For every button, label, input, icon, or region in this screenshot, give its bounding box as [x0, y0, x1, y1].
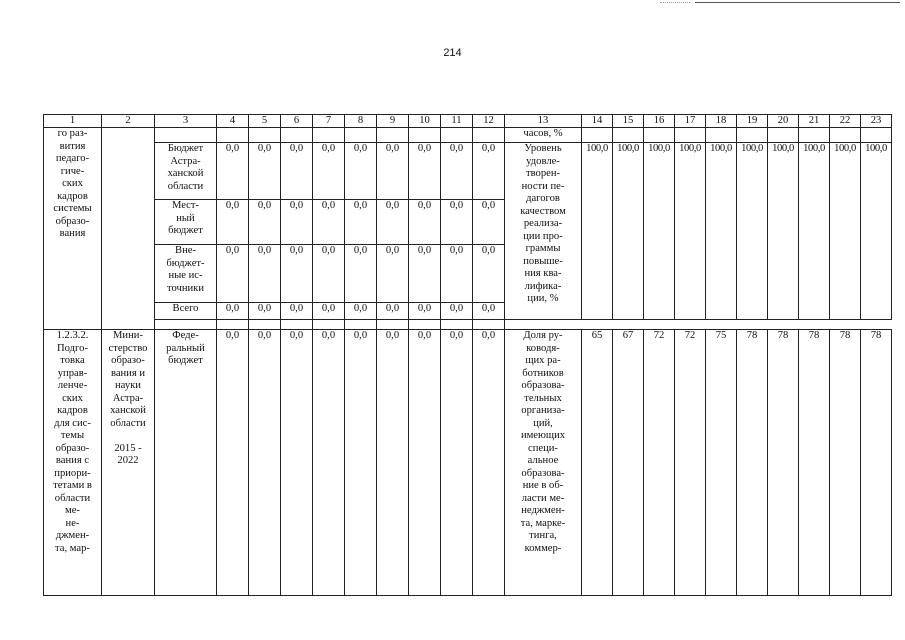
value-cell: 0,0 — [345, 303, 377, 320]
value-cell: 0,0 — [473, 245, 505, 303]
value-cell: 0,0 — [217, 330, 249, 596]
value-cell: 0,0 — [441, 245, 473, 303]
source-cell: Всего — [155, 303, 217, 320]
value-cell — [473, 128, 505, 143]
indicator-cell: 75 — [706, 330, 737, 596]
value-cell: 0,0 — [313, 200, 345, 245]
value-cell — [377, 128, 409, 143]
value-cell: 0,0 — [313, 143, 345, 200]
value-cell: 0,0 — [313, 245, 345, 303]
value-cell: 0,0 — [249, 200, 281, 245]
value-cell — [441, 128, 473, 143]
indicator-cell — [582, 128, 613, 143]
value-cell: 0,0 — [473, 330, 505, 596]
indicator-cell — [737, 128, 768, 143]
value-cell: 0,0 — [249, 143, 281, 200]
value-cell — [441, 320, 473, 330]
value-cell: 0,0 — [441, 303, 473, 320]
indicator-cell — [768, 128, 799, 143]
indicator-cell: 67 — [613, 330, 644, 596]
value-cell: 0,0 — [409, 245, 441, 303]
event-name-cell: го раз- вития педаго- гиче- ских кадров системы образо- вания — [44, 128, 102, 330]
source-cell: Мест- ный бюджет — [155, 200, 217, 245]
header-cell: 11 — [441, 115, 473, 128]
indicator-name-cell: Уровень удовле- творен- ности пе- дагогов качеством реализа- ции про- граммы повыше- ния ква- лифика- ции, % — [505, 143, 582, 320]
value-cell — [473, 320, 505, 330]
value-cell — [249, 128, 281, 143]
indicator-cell: 100,0 — [861, 143, 892, 320]
indicator-cell — [613, 128, 644, 143]
value-cell: 0,0 — [377, 245, 409, 303]
executor-cell: Мини- стерство образо- вания и науки Астра- ханской области 2015 - 2022 — [102, 330, 155, 596]
value-cell: 0,0 — [249, 330, 281, 596]
indicator-cell: 78 — [799, 330, 830, 596]
value-cell: 0,0 — [377, 303, 409, 320]
value-cell: 0,0 — [313, 303, 345, 320]
value-cell: 0,0 — [345, 200, 377, 245]
value-cell: 0,0 — [217, 143, 249, 200]
value-cell: 0,0 — [409, 200, 441, 245]
value-cell: 0,0 — [473, 143, 505, 200]
value-cell: 0,0 — [345, 245, 377, 303]
indicator-cell: 100,0 — [644, 143, 675, 320]
event-name-cell: 1.2.3.2. Подго- товка управ- ленче- ских кадров для сис- темы образо- вания с приори- тетами в области ме- не- джмен- та, мар- — [44, 330, 102, 596]
value-cell: 0,0 — [281, 303, 313, 320]
value-cell: 0,0 — [441, 143, 473, 200]
value-cell — [345, 128, 377, 143]
header-cell: 12 — [473, 115, 505, 128]
value-cell — [217, 320, 249, 330]
value-cell: 0,0 — [345, 330, 377, 596]
header-cell: 7 — [313, 115, 345, 128]
header-row — [44, 115, 892, 128]
indicator-cell: 78 — [737, 330, 768, 596]
value-cell: 0,0 — [281, 330, 313, 596]
value-cell: 0,0 — [441, 200, 473, 245]
header-cell: 18 — [706, 115, 737, 128]
header-cell: 10 — [409, 115, 441, 128]
spacer-row — [44, 320, 892, 330]
header-cell: 17 — [675, 115, 706, 128]
value-cell — [377, 320, 409, 330]
indicator-cell: 65 — [582, 330, 613, 596]
indicator-cell — [644, 128, 675, 143]
header-cell: 16 — [644, 115, 675, 128]
event-row — [44, 330, 892, 596]
source-cell — [155, 128, 217, 143]
source-cell — [155, 320, 217, 330]
indicator-cell: 100,0 — [706, 143, 737, 320]
indicator-cell: 100,0 — [675, 143, 706, 320]
header-cell: 1 — [44, 115, 102, 128]
header-cell: 19 — [737, 115, 768, 128]
value-cell: 0,0 — [441, 330, 473, 596]
source-cell: Вне- бюджет- ные ис- точники — [155, 245, 217, 303]
indicator-cell — [706, 128, 737, 143]
value-cell: 0,0 — [409, 330, 441, 596]
header-cell: 4 — [217, 115, 249, 128]
source-cell: Феде- ральный бюджет — [155, 330, 217, 596]
value-cell: 0,0 — [281, 200, 313, 245]
value-cell: 0,0 — [409, 143, 441, 200]
value-cell: 0,0 — [281, 245, 313, 303]
value-cell: 0,0 — [377, 200, 409, 245]
indicator-cell — [799, 128, 830, 143]
indicator-cell — [830, 128, 861, 143]
value-cell — [249, 320, 281, 330]
source-cell: Бюджет Астра- ханской области — [155, 143, 217, 200]
value-cell: 0,0 — [281, 143, 313, 200]
indicator-cell: 72 — [644, 330, 675, 596]
value-cell: 0,0 — [345, 143, 377, 200]
value-cell: 0,0 — [409, 303, 441, 320]
value-cell: 0,0 — [377, 330, 409, 596]
value-cell — [281, 128, 313, 143]
scan-artifact-line — [660, 2, 690, 3]
indicator-cell: 78 — [861, 330, 892, 596]
indicator-cell — [861, 128, 892, 143]
value-cell — [409, 128, 441, 143]
value-cell: 0,0 — [217, 303, 249, 320]
header-cell: 5 — [249, 115, 281, 128]
program-table — [43, 114, 892, 596]
scan-artifact-line — [695, 2, 900, 3]
value-cell — [313, 320, 345, 330]
indicator-cell: 100,0 — [613, 143, 644, 320]
value-cell: 0,0 — [217, 200, 249, 245]
continuation-row — [44, 128, 892, 143]
header-cell: 15 — [613, 115, 644, 128]
value-cell — [313, 128, 345, 143]
indicator-name-cell: часов, % — [505, 128, 582, 143]
header-cell: 3 — [155, 115, 217, 128]
value-cell: 0,0 — [249, 245, 281, 303]
indicator-cell: 100,0 — [737, 143, 768, 320]
indicator-cell: 100,0 — [768, 143, 799, 320]
value-cell: 0,0 — [217, 245, 249, 303]
indicator-cell: 100,0 — [799, 143, 830, 320]
indicator-name-cell: Доля ру- ководя- щих ра- ботников образова- тельных организа- ций, имеющих специ- альное образова- ние в об- ласти ме- неджмен- та, марке- тинга, коммер- — [505, 330, 582, 596]
value-cell: 0,0 — [313, 330, 345, 596]
value-cell — [345, 320, 377, 330]
value-cell: 0,0 — [473, 200, 505, 245]
header-cell: 6 — [281, 115, 313, 128]
header-cell: 8 — [345, 115, 377, 128]
header-cell: 13 — [505, 115, 582, 128]
value-cell: 0,0 — [473, 303, 505, 320]
value-cell: 0,0 — [249, 303, 281, 320]
indicator-cell: 78 — [768, 330, 799, 596]
header-cell: 2 — [102, 115, 155, 128]
indicator-cell: 100,0 — [830, 143, 861, 320]
header-cell: 23 — [861, 115, 892, 128]
header-cell: 14 — [582, 115, 613, 128]
indicator-cell: 100,0 — [582, 143, 613, 320]
value-cell — [281, 320, 313, 330]
value-cell — [409, 320, 441, 330]
page-number: 214 — [443, 47, 462, 59]
indicator-cell: 72 — [675, 330, 706, 596]
value-cell: 0,0 — [377, 143, 409, 200]
header-cell: 22 — [830, 115, 861, 128]
header-cell: 9 — [377, 115, 409, 128]
executor-cell — [102, 128, 155, 330]
source-row — [44, 143, 892, 200]
value-cell — [217, 128, 249, 143]
header-cell: 20 — [768, 115, 799, 128]
indicator-cell — [675, 128, 706, 143]
indicator-cell: 78 — [830, 330, 861, 596]
header-cell: 21 — [799, 115, 830, 128]
